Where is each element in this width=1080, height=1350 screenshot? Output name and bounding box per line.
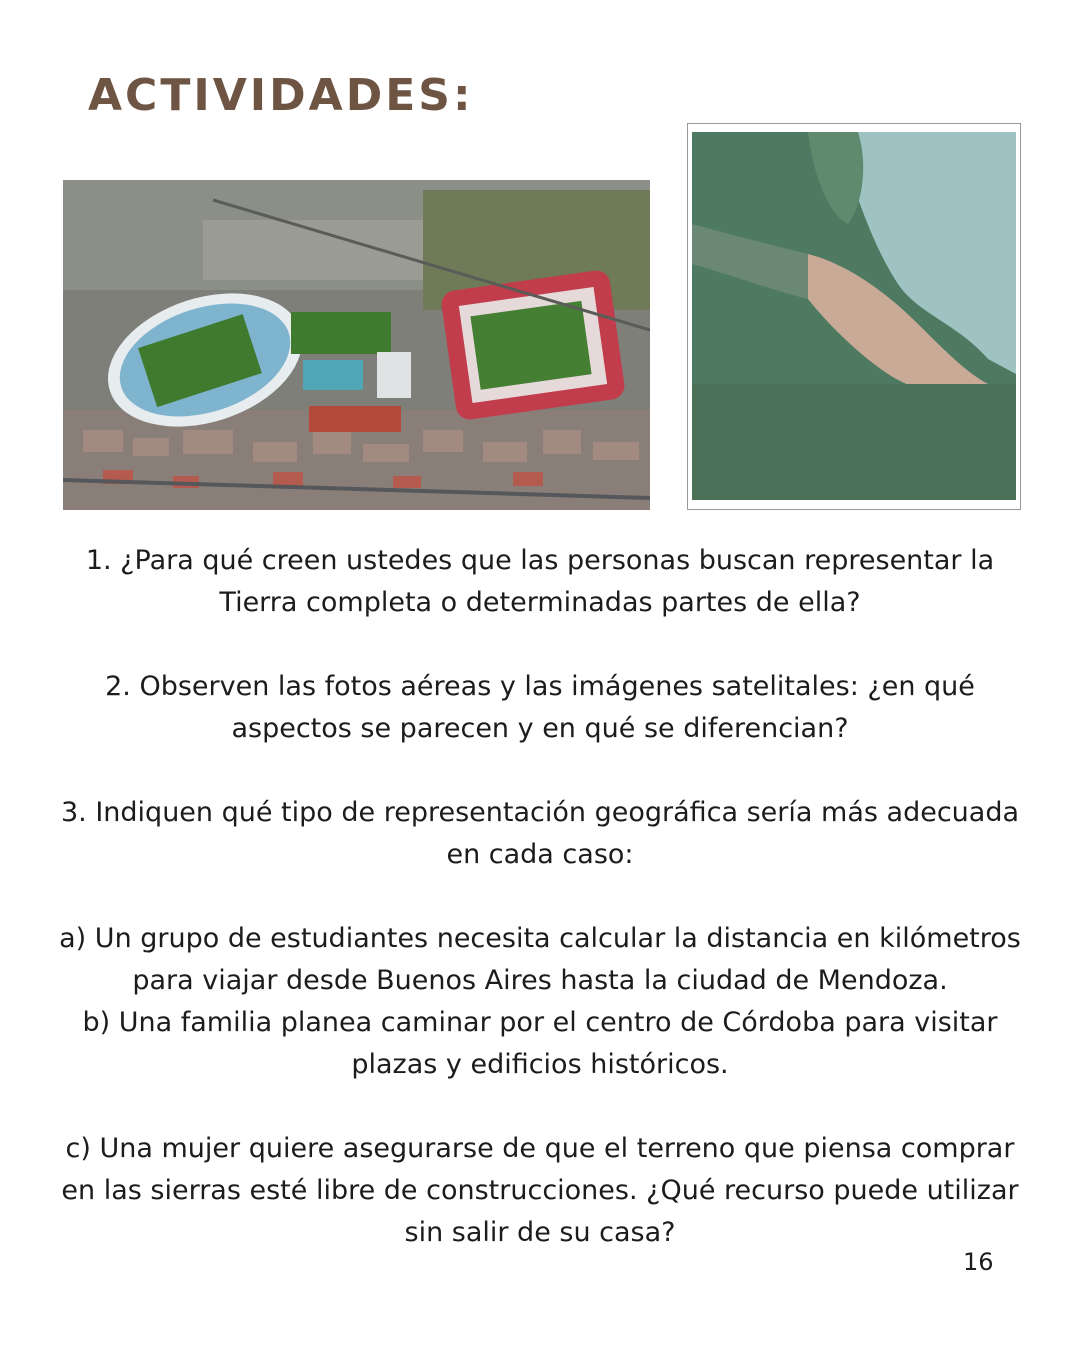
case-c: c) Una mujer quiere asegurarse de que el terreno que piensa comprar en las sierras esté libre de construcciones. ¿Qué recurso puede utilizar sin salir de su casa? <box>61 1133 1019 1248</box>
satellite-image <box>687 123 1021 510</box>
page-title: ACTIVIDADES: <box>88 70 474 121</box>
question-2: 2. Observen las fotos aéreas y las imágenes satelitales: ¿en qué aspectos se parecen y en qué se diferencian? <box>105 671 975 744</box>
activities-text <box>50 540 1030 1254</box>
question-3: 3. Indiquen qué tipo de representación geográfica sería más adecuada en cada caso: <box>61 797 1019 870</box>
question-1: 1. ¿Para qué creen ustedes que las personas buscan representar la Tierra completa o determinadas partes de ella? <box>85 545 995 618</box>
case-a: a) Un grupo de estudiantes necesita calcular la distancia en kilómetros para viajar desde Buenos Aires hasta la ciudad de Mendoza. <box>59 923 1021 996</box>
aerial-photo <box>63 180 650 510</box>
page-number: 16 <box>963 1248 994 1276</box>
case-b: b) Una familia planea caminar por el centro de Córdoba para visitar plazas y edificios históricos. <box>82 1007 998 1080</box>
